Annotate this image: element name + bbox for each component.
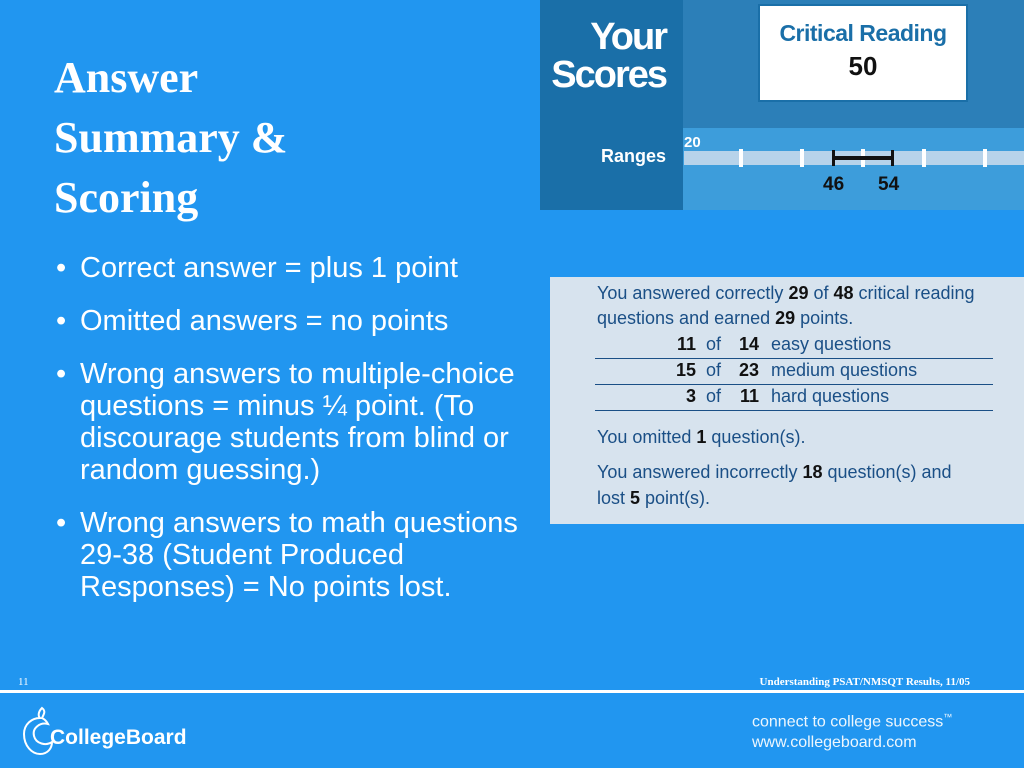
- difficulty-row: 15 of 23 medium questions: [595, 360, 993, 385]
- heading-line: Your: [590, 16, 666, 58]
- your-scores-heading: [540, 18, 666, 94]
- summary-line: You answered correctly 29 of 48 critical reading: [597, 283, 975, 303]
- bullet-dot: •: [56, 305, 67, 337]
- difficulty-row: 11 of 14 easy questions: [595, 334, 993, 359]
- ranges-label: Ranges: [600, 146, 666, 166]
- bullet-text: Wrong answers to math questions 29-38 (Student Produced Responses) = No points lost.: [80, 507, 518, 603]
- scale-tick: [739, 149, 743, 167]
- footer-note: Understanding PSAT/NMSQT Results, 11/05: [759, 676, 970, 688]
- slide-number: 11: [18, 676, 29, 688]
- summary-line: questions and earned 29 points.: [597, 308, 854, 328]
- incorrect-line: You answered incorrectly 18 question(s) and: [597, 462, 952, 482]
- answer-summary-box: [550, 277, 1024, 524]
- difficulty-row: 3 of 11 hard questions: [595, 386, 993, 411]
- title-line: Summary &: [54, 113, 288, 162]
- footer-divider: [0, 690, 1024, 693]
- bullet-list: [56, 252, 546, 624]
- bullet-item: [56, 507, 546, 603]
- bullet-text: Omitted answers = no points: [80, 305, 449, 337]
- omitted-line: You omitted 1 question(s).: [597, 427, 806, 447]
- score-range-line: [834, 156, 892, 160]
- range-cap-low: [832, 150, 835, 166]
- trademark-mark: ™: [943, 712, 953, 722]
- section-title: Critical Reading: [779, 20, 947, 46]
- title-line: Answer: [54, 53, 199, 102]
- bullet-item: [56, 358, 546, 486]
- section-score: 50: [848, 51, 878, 81]
- scale-tick: [800, 149, 804, 167]
- bullet-dot: •: [56, 507, 67, 539]
- range-cap-high: [891, 150, 894, 166]
- lost-line: lost 5 point(s).: [597, 488, 711, 508]
- scale-tick: [922, 149, 926, 167]
- critical-reading-score-box: [758, 4, 968, 102]
- range-high-label: 54: [878, 174, 900, 195]
- scale-tick: [983, 149, 987, 167]
- bullet-dot: •: [56, 252, 67, 284]
- tagline: [752, 707, 952, 753]
- tagline-line: connect to college success™: [752, 712, 953, 731]
- bullet-text: Wrong answers to multiple-choice questions = minus ¼ point. (To discourage students from blind or random guessing.): [80, 358, 515, 486]
- bullet-item: [56, 305, 546, 337]
- scale-min-label: 20: [684, 134, 701, 151]
- slide-title: [54, 48, 287, 228]
- website-text: www.collegeboard.com: [752, 734, 917, 752]
- scores-panel: [540, 0, 1024, 210]
- bullet-dot: •: [56, 358, 67, 390]
- range-band: [683, 128, 1024, 210]
- brand-name: CollegeBoard: [50, 726, 187, 749]
- bullet-item: [56, 252, 546, 284]
- bullet-text: Correct answer = plus 1 point: [80, 252, 458, 284]
- title-line: Scoring: [54, 173, 199, 222]
- range-low-label: 46: [823, 174, 845, 195]
- heading-line: Scores: [551, 54, 666, 96]
